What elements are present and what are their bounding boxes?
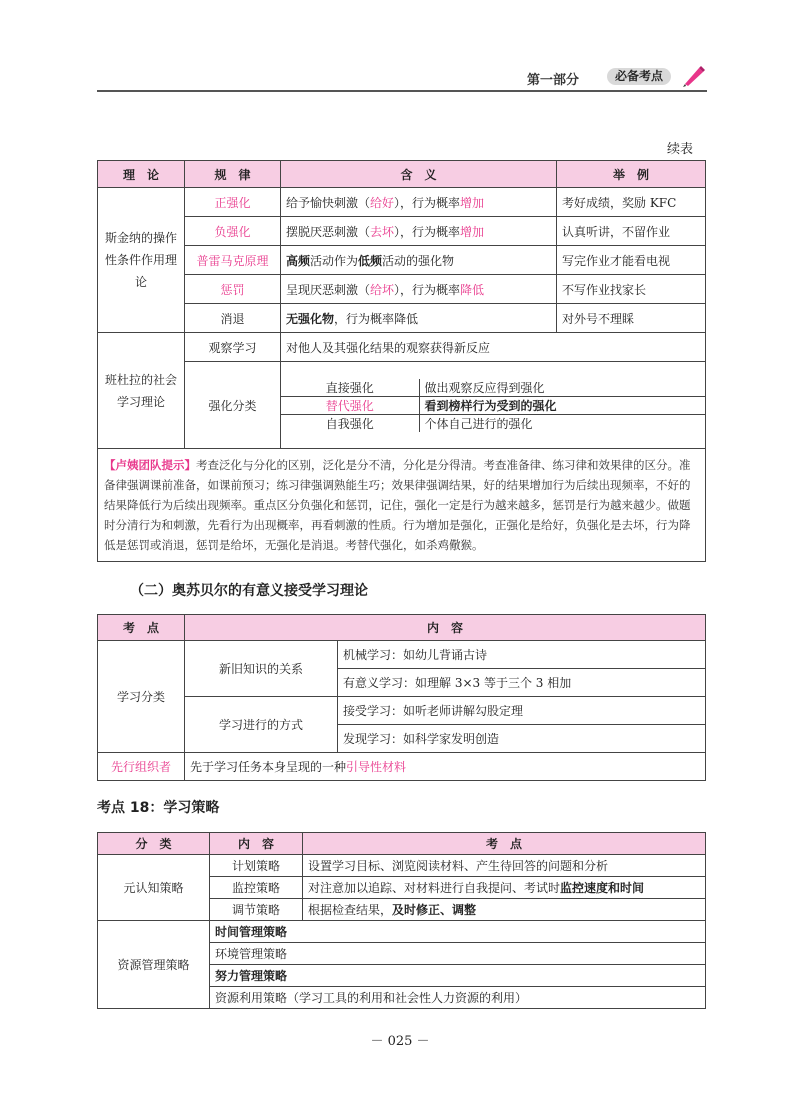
header-content: 内 容 <box>185 615 706 641</box>
self-meaning: 个体自己进行的强化 <box>419 414 705 432</box>
header-category: 分 类 <box>98 833 210 855</box>
page-number: － 025 － <box>370 1034 430 1049</box>
law-punishment: 惩罚 <box>185 275 281 304</box>
regulating-detail: 根据检查结果，及时修正、调整 <box>303 899 706 921</box>
meaning-punishment: 呈现厌恶刺激（给坏），行为概率降低 <box>281 275 557 304</box>
vicarious-meaning: 看到榜样行为受到的强化 <box>419 396 705 414</box>
planning-strategy: 计划策略 <box>210 855 303 877</box>
direct-reinforcement: 直接强化 <box>281 379 419 397</box>
self-reinforcement: 自我强化 <box>281 414 419 432</box>
tip-label: 【卢姨团队提示】 <box>104 458 196 472</box>
strategy-table <box>97 832 706 1009</box>
reinforcement-types: 强化分类 <box>185 362 281 449</box>
regulating-strategy: 调节策略 <box>210 899 303 921</box>
skinner-theory: 斯金纳的操作性条件作用理论 <box>98 188 185 333</box>
header-theory: 理 论 <box>98 161 185 188</box>
continued-label: 续表 <box>667 142 694 157</box>
example-extinction: 对外号不理睬 <box>557 304 706 333</box>
tip-text: 考查泛化与分化的区别，泛化是分不清，分化是分得清。考查准备律、练习律和效果律的区分。准备律强调课前准备，如课前预习；练习律强调熟能生巧；效果律强调结果，好的结果增加行为后续出现频率，不好的结果降低行为后续出现频率。重点区分负强化和惩罚，记住，强化一定是行为越来越多，惩罚是行为越来越少。做题时分清行为和刺激，先看行为出现概率，再看刺激的性质。行为增加是强化，正强化是给好，负强化是去坏，行为降低是惩罚或消退，惩罚是给坏，无强化是消退。考替代强化，如杀鸡儆猴。 <box>104 458 691 552</box>
direct-meaning: 做出观察反应得到强化 <box>419 379 705 397</box>
environment-management: 环境管理策略 <box>210 943 706 965</box>
header-key-point: 考 点 <box>303 833 706 855</box>
example-premack: 写完作业才能看电视 <box>557 246 706 275</box>
meaning-premack: 高频活动作为低频活动的强化物 <box>281 246 557 275</box>
header-section: 第一部分 <box>526 73 579 88</box>
meaning-positive: 给予愉快刺激（给好），行为概率增加 <box>281 188 557 217</box>
team-tip <box>98 449 706 562</box>
resource-management-strategy: 资源管理策略 <box>98 921 210 1009</box>
example-punishment: 不写作业找家长 <box>557 275 706 304</box>
header-strategy-content: 内 容 <box>210 833 303 855</box>
pencil-icon <box>679 64 705 88</box>
section-title-strategies: 考点 18：学习策略 <box>97 800 220 816</box>
header-example: 举 例 <box>557 161 706 188</box>
discovery-learning: 发现学习：如科学家发明创造 <box>338 725 706 753</box>
bandura-theory: 班杜拉的社会学习理论 <box>98 333 185 449</box>
example-negative: 认真听讲，不留作业 <box>557 217 706 246</box>
monitoring-detail: 对注意加以追踪、对材料进行自我提问、考试时监控速度和时间 <box>303 877 706 899</box>
observational-learning: 观察学习 <box>185 333 281 362</box>
group-old-new-knowledge: 新旧知识的关系 <box>185 641 338 697</box>
law-negative: 负强化 <box>185 217 281 246</box>
header-rule <box>97 90 707 92</box>
rote-learning: 机械学习：如幼儿背诵古诗 <box>338 641 706 669</box>
law-positive: 正强化 <box>185 188 281 217</box>
header-meaning: 含 义 <box>281 161 557 188</box>
page-header <box>97 66 707 92</box>
meaning-negative: 摆脱厌恶刺激（去坏），行为概率增加 <box>281 217 557 246</box>
vicarious-reinforcement: 替代强化 <box>281 396 419 414</box>
header-tag: 必备考点 <box>607 68 671 85</box>
time-management: 时间管理策略 <box>210 921 706 943</box>
group-learning-method: 学习进行的方式 <box>185 697 338 753</box>
effort-management: 努力管理策略 <box>210 965 706 987</box>
meaningful-learning: 有意义学习：如理解 3×3 等于三个 3 相加 <box>338 669 706 697</box>
example-positive: 考好成绩，奖励 KFC <box>557 188 706 217</box>
observational-meaning: 对他人及其强化结果的观察获得新反应 <box>281 333 706 362</box>
learning-classification: 学习分类 <box>98 641 185 753</box>
advance-organizer-definition: 先于学习任务本身呈现的一种引导性材料 <box>185 753 706 781</box>
reinforcement-subtable <box>281 379 705 432</box>
reception-learning: 接受学习：如听老师讲解勾股定理 <box>338 697 706 725</box>
monitoring-strategy: 监控策略 <box>210 877 303 899</box>
law-premack: 普雷马克原理 <box>185 246 281 275</box>
header-point: 考 点 <box>98 615 185 641</box>
ausubel-table <box>97 614 706 781</box>
header-law: 规 律 <box>185 161 281 188</box>
meaning-extinction: 无强化物，行为概率降低 <box>281 304 557 333</box>
advance-organizer: 先行组织者 <box>98 753 185 781</box>
resource-utilization: 资源利用策略（学习工具的利用和社会性人力资源的利用） <box>210 987 706 1009</box>
theory-table <box>97 160 706 562</box>
law-extinction: 消退 <box>185 304 281 333</box>
metacognitive-strategy: 元认知策略 <box>98 855 210 921</box>
planning-detail: 设置学习目标、浏览阅读材料、产生待回答的问题和分析 <box>303 855 706 877</box>
section-title-ausubel: （二）奥苏贝尔的有意义接受学习理论 <box>130 583 368 599</box>
